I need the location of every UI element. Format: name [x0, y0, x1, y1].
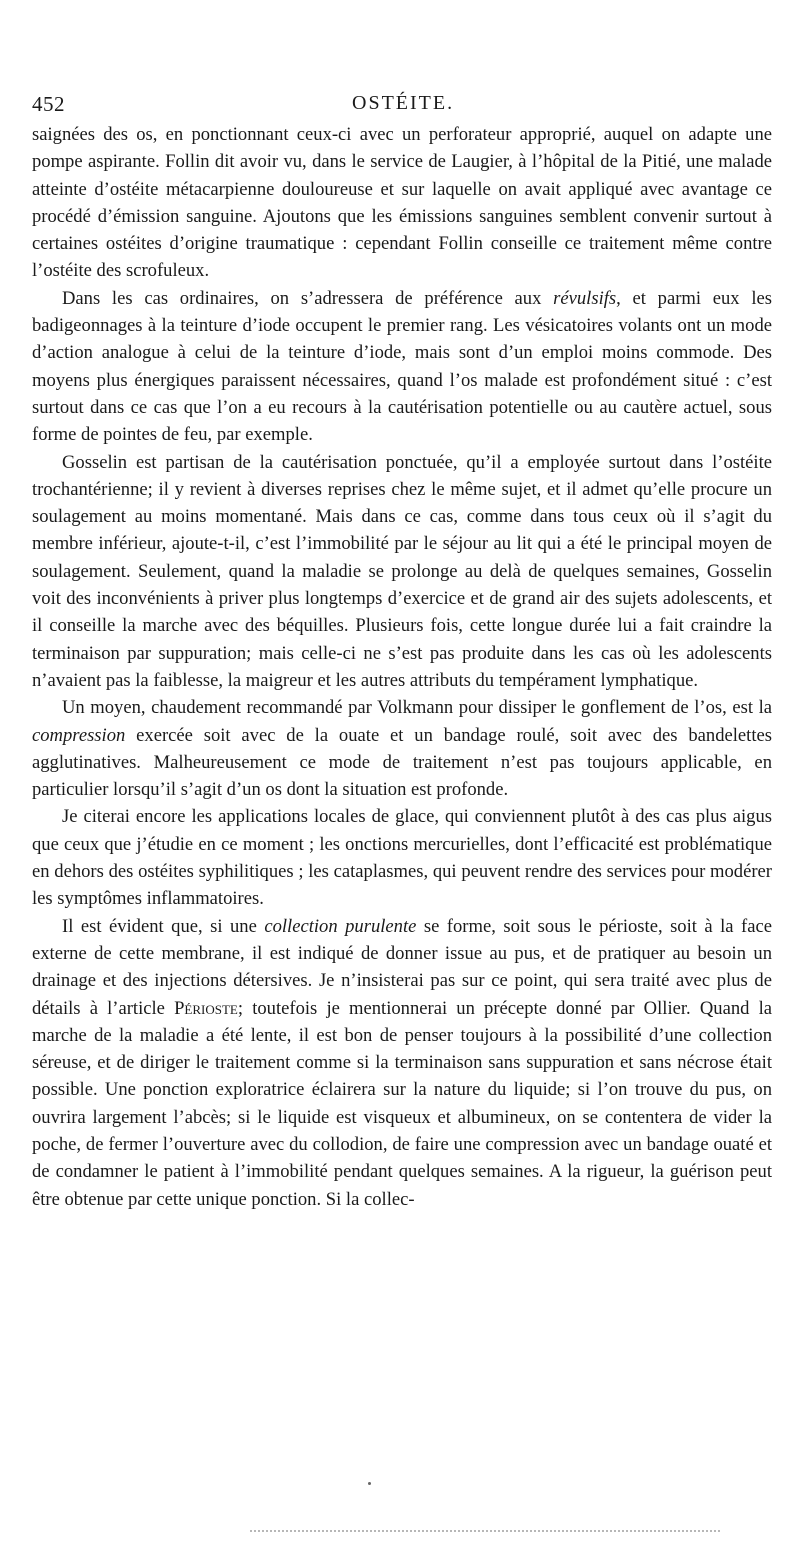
section-title: OSTÉITE.: [352, 92, 455, 114]
paragraph-1: saignées des os, en ponctionnant ceux-ci avec un perforateur approprié, auquel on adapte une pompe aspirante. Follin dit avoir vu, dans le service de Laugier, à l’hôpital de la Pitié, une malade atteinte d’ostéite métacarpienne douloureuse et sur laquelle on avait appliqué avec avantage ce procédé d’émission sanguine. Ajoutons que les émissions sanguines semblent convenir surtout à certaines ostéites d’origine traumatique : cependant Follin conseille ce traitement même contre l’ostéite des scrofuleux.: [32, 124, 772, 282]
body-text: [32, 121, 772, 1213]
paragraph-2-emphasis: révulsifs: [553, 287, 617, 309]
paragraph-4-text-b: exercée soit avec de la ouate et un bandage roulé, soit avec des bandelettes agglutinatives. Malheureusement ce mode de traitement n’est pas toujours applicable, en particulier lorsqu’il s’agit d’un os dont la situation est profonde.: [32, 724, 772, 801]
paragraph-6: [32, 913, 772, 1213]
running-head: [32, 92, 770, 118]
scan-bleed-through: [250, 1530, 720, 1534]
paragraph-3: Gosselin est partisan de la cautérisation ponctuée, qu’il a employée surtout dans l’ostéite trochantérienne; il y revient à diverses reprises chez le même sujet, et il admet qu’elle procure un soulagement au moins momentané. Mais dans ce cas, comme dans tous ceux où il s’agit du membre inférieur, ajoute-t-il, c’est l’immobilité par le séjour au lit qui a été le principal moyen de soulagement. Seulement, quand la maladie se prolonge au delà de quelques semaines, Gosselin voit des inconvénients à priver plus longtemps d’exercice et de grand air des sujets adolescents, et il conseille la marche avec des béquilles. Plusieurs fois, cette longue durée lui a fait craindre la terminaison par suppuration; mais celle-ci ne s’est pas produite dans les cas où les adolescents n’avaient pas la faiblesse, la maigreur et les autres attributs du tempérament lymphatique.: [32, 451, 772, 691]
paragraph-6-cross-reference: Périoste: [174, 997, 238, 1019]
paragraph-6-text-c: ; toutefois je mentionnerai un précepte donné par Ollier. Quand la marche de la maladie a été lente, il est bon de penser toujours à la possibilité d’une collection séreuse, et de diriger le traitement comme si la terminaison sans suppuration et sans nécrose était possible. Une ponction exploratrice éclairera sur la nature du liquide; si l’on trouve du pus, on ouvrira largement l’abcès; si le liquide est visqueux et albumineux, on se contentera de vider la poche, de fermer l’ouverture avec du collodion, de faire une compression avec un bandage ouaté et de condamner le patient à l’immobilité pendant quelques semaines. A la rigueur, la guérison peut être obtenue par cette unique ponction. Si la collec-: [32, 997, 772, 1210]
paragraph-2-text-a: Dans les cas ordinaires, on s’adressera de préférence aux: [62, 287, 554, 309]
paragraph-6-emphasis: collection purulente: [264, 915, 417, 937]
scan-speck: [368, 1482, 371, 1485]
page-number: 452: [32, 92, 65, 116]
paragraph-5: Je citerai encore les applications locales de glace, qui conviennent plutôt à des cas plus aigus que ceux que j’étudie en ce moment ; les onctions mercurielles, dont l’efficacité est problématique en dehors des ostéites syphilitiques ; les cataplasmes, qui peuvent rendre des services pour modérer les symptômes inflammatoires.: [32, 806, 772, 910]
paragraph-4-emphasis: compression: [32, 724, 126, 746]
paragraph-2: [32, 285, 772, 449]
paragraph-4: [32, 694, 772, 803]
paragraph-2-text-b: , et parmi eux les badigeonnages à la teinture d’iode occupent le premier rang. Les vésicatoires volants ont un mode d’action analogue à celui de la teinture d’iode, mais sont d’un emploi moins commode. Des moyens plus énergiques paraissent nécessaires, quand l’os malade est profondément situé : c’est surtout dans ce cas que l’on a eu recours à la cautérisation potentielle ou au cautère actuel, sous forme de pointes de feu, par exemple.: [32, 287, 772, 446]
paragraph-4-text-a: Un moyen, chaudement recommandé par Volkmann pour dissiper le gonflement de l’os, est la: [62, 697, 772, 719]
paragraph-6-text-a: Il est évident que, si une: [62, 915, 265, 937]
paragraph-6-text-b: se forme, soit sous le périoste, soit à la face externe de cette membrane, il est indiqué de donner issue au pus, et de pratiquer au besoin un drainage et des injections détersives. Je n’insisterai pas sur ce point, qui sera traité avec plus de détails à l’article: [32, 915, 772, 1019]
